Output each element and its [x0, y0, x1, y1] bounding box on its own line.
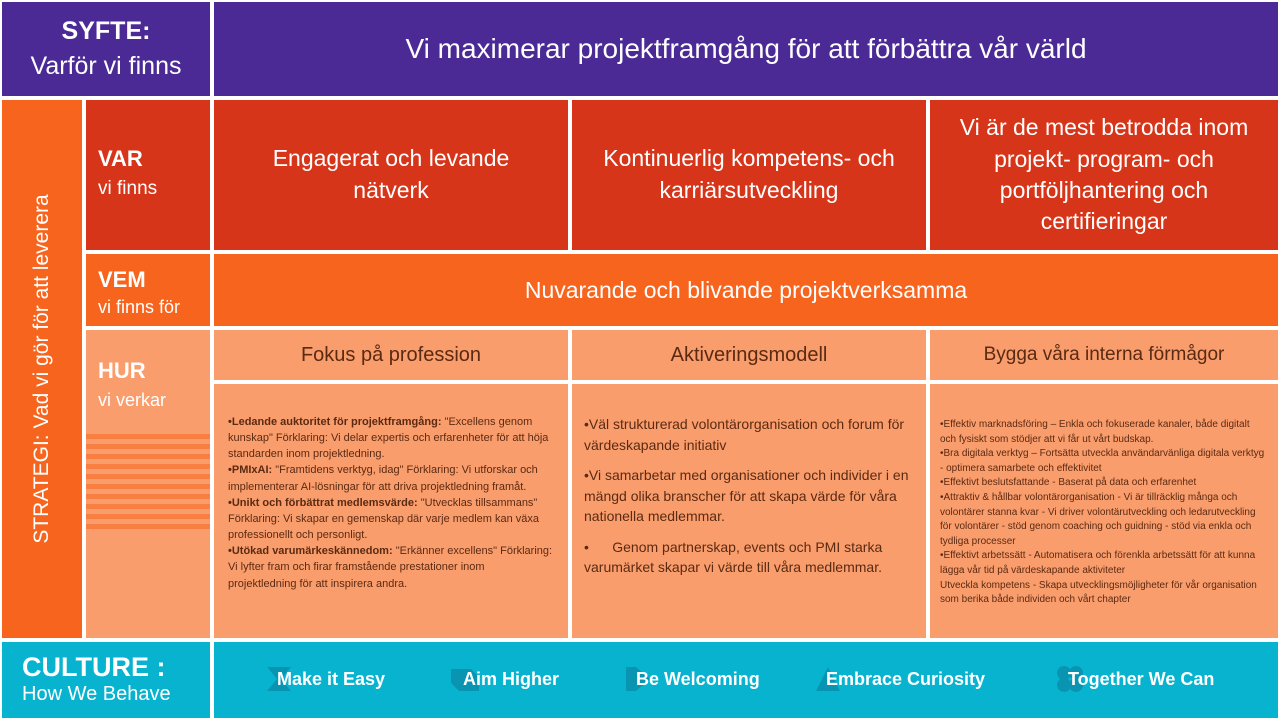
profession-paragraph-heading: •PMIxAI: [228, 464, 273, 477]
culture-value-label: Together We Can [1068, 668, 1215, 689]
internal-paragraph: •Effektiv marknadsföring – Enkla och fokuserade kanaler, både digitalt och fysiskt som stödjer att vi får ut vårt budskap. [940, 419, 1250, 445]
var-item-network-text: Engagerat och levande nätverk [272, 145, 510, 203]
var-title: VAR [98, 146, 143, 171]
syfte-title: SYFTE: [61, 17, 151, 45]
var-subtitle: vi finns [98, 178, 158, 199]
profession-paragraph-text: "Framtidens verktyg, idag" Förklaring: Vi utforskar och implementerar AI-lösningar för att driva projektledning framåt. [228, 464, 538, 493]
hur-header-profession [214, 330, 568, 380]
profession-paragraph-text: "Excellens genom kunskap" Förklaring: Vi delar expertis och erfarenheter för att höja standarden inom projektledning. [228, 416, 549, 461]
syfte-label [2, 2, 210, 96]
profession-paragraph-heading: •Ledande auktoritet för projektframgång: [228, 416, 442, 428]
culture-value-aim-higher [463, 659, 559, 699]
profession-paragraph [228, 543, 556, 591]
internal-paragraph: •Attraktiv & hållbar volontärorganisation - Vi är tillräcklig många och volontärer stanna kvar - Vi driver volontärutveckling och ledarutveckling för volontärer - stöd genom coaching och guidning - stöd via enkla och tydliga processer [940, 491, 1256, 547]
culture-value-label: Embrace Curiosity [826, 668, 986, 689]
hur-header-activation [572, 330, 926, 380]
var-item-trusted-text: Vi är de mest betrodda inom projekt- program- och portföljhantering och certifieringar [959, 114, 1249, 235]
culture-value-be-welcoming [636, 659, 760, 699]
profession-paragraph [228, 414, 556, 462]
vem-label [86, 254, 210, 326]
var-label [86, 100, 210, 250]
syfte-subtitle: Varför vi finns [30, 52, 182, 80]
culture-value-label: Be Welcoming [636, 668, 760, 689]
culture-title: CULTURE : [22, 652, 166, 682]
internal-paragraph: •Bra digitala verktyg – Fortsätta utveckla användarvänliga digitala verktyg - optimera samarbete och effektivitet [940, 448, 1265, 474]
hur-subtitle: vi verkar [98, 390, 167, 410]
hur-stripes [86, 434, 210, 534]
activation-paragraph: • Genom partnerskap, events och PMI starka varumärket skapar vi värde till våra medlemmar. [584, 538, 887, 576]
profession-paragraph-heading: •Unikt och förbättrat medlemsvärde: [228, 496, 418, 509]
hur-body-activation [572, 384, 926, 638]
culture-value-label: Make it Easy [277, 668, 386, 689]
syfte-statement: Vi maximerar projektframgång för att förbättra vår värld [405, 33, 1087, 64]
hur-body-profession [214, 384, 568, 638]
culture-value-together-we-can [1068, 659, 1214, 699]
culture-value-label: Aim Higher [463, 668, 560, 689]
culture-label [2, 642, 210, 718]
hur-header-internal-text: Bygga våra interna förmågor [983, 344, 1225, 365]
profession-paragraph-text: "Utvecklas tillsammans" Förklaring: Vi skapar en gemenskap där varje medlem kan växa professionellt och personligt. [228, 496, 540, 542]
culture-value-make-it-easy [277, 659, 385, 699]
strategy-side-label: STRATEGI: Vad vi gör för att leverera [30, 194, 53, 544]
syfte-statement-box [214, 2, 1278, 96]
culture-value-embrace-curiosity [826, 659, 985, 699]
culture-subtitle: How We Behave [22, 683, 171, 705]
hur-header-profession-text: Fokus på profession [300, 343, 482, 366]
profession-paragraph-heading: •Utökad varumärkeskännedom: [228, 545, 393, 558]
var-item-network [214, 100, 568, 250]
var-item-competence-text: Kontinuerlig kompetens- och karriärsutveckling [603, 145, 895, 203]
hur-header-activation-text: Aktiveringsmodell [670, 343, 828, 366]
hur-title: HUR [98, 358, 146, 383]
vem-title: VEM [98, 267, 146, 292]
hur-body-internal [930, 384, 1278, 638]
strategy-side-band [2, 100, 82, 638]
hur-label [86, 330, 210, 638]
var-item-competence [572, 100, 926, 250]
var-item-trusted [930, 100, 1278, 250]
vem-statement-box [214, 254, 1278, 326]
internal-paragraph: Utveckla kompetens - Skapa utvecklingsmöjligheter för vår organisation som berika både individen och vårt chapter [940, 579, 1257, 606]
profession-paragraph [228, 495, 556, 543]
activation-paragraph: •Väl strukturerad volontärorganisation och forum för värdeskapande initiativ [584, 416, 905, 453]
internal-paragraph: •Effektivt arbetssätt - Automatisera och förenkla arbetssätt för att kunna lägga vår tid på värdeskapande aktiviteter [940, 550, 1256, 576]
profession-paragraph [228, 462, 556, 494]
hur-header-internal [930, 330, 1278, 380]
vem-subtitle: vi finns för [98, 297, 181, 317]
vem-statement: Nuvarande och blivande projektverksamma [524, 276, 968, 303]
activation-paragraph: •Vi samarbetar med organisationer och individer i en mängd olika branscher för att skapa värde för våra nationella medlemmar. [584, 467, 909, 525]
profession-paragraph-text: "Erkänner excellens" Förklaring: Vi lyfter fram och firar framstående prestationer inom projektledning för att inspirera andra. [228, 545, 553, 590]
internal-paragraph: •Effektivt beslutsfattande - Baserat på data och erfarenhet [940, 477, 1197, 489]
